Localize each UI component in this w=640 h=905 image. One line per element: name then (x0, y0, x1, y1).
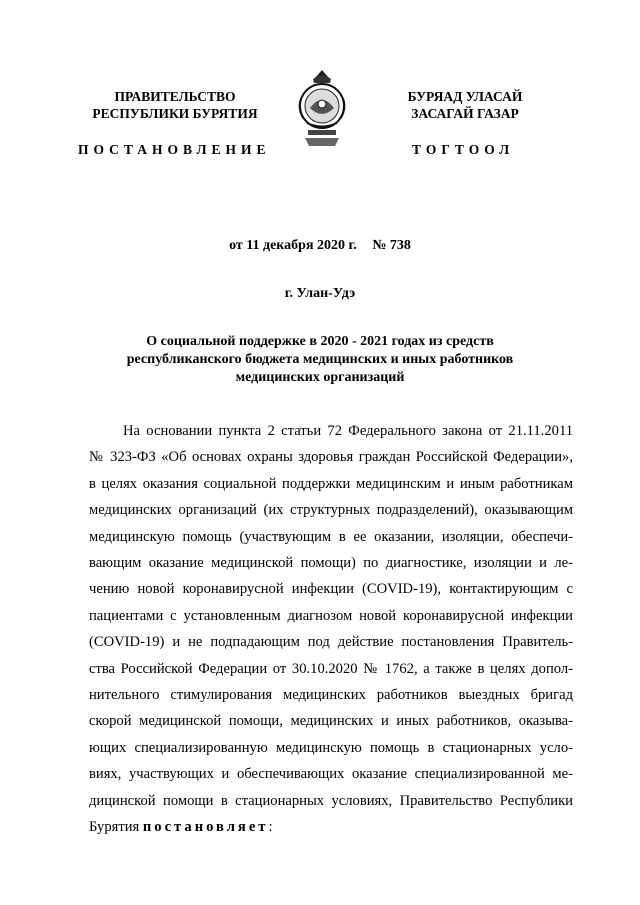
body-line: (COVID-19) и не подпадающим под действие постановления Правитель- (89, 634, 573, 651)
coat-of-arms-buryatia-icon (293, 68, 351, 150)
body-line: в целях оказания социальной поддержки медицинским и иным работникам (89, 475, 573, 492)
doc-kind-buryat: ТОГТООЛ (412, 142, 515, 157)
title-line: медицинских организаций (235, 370, 405, 385)
body-line: медицинских организаций (их структурных подразделений), оказывающим (89, 502, 573, 519)
issuer-buryat-line1: БУРЯАД УЛАСАЙ (407, 89, 523, 104)
body-line: виях, участвующих и обеспечивающих оказание специализированной ме- (89, 766, 573, 783)
body-line: № 323-ФЗ «Об основах охраны здоровья граждан Российской Федерации», (89, 449, 573, 466)
title-line: О социальной поддержке в 2020 - 2021 годах из средств (146, 334, 494, 349)
issuer-russian (80, 88, 270, 122)
body-line: дицинской помощи в стационарных условиях, Правительство Республики (89, 792, 573, 809)
body-line: ства Российской Федерации от 30.10.2020 № 1762, а также в целях допол- (89, 660, 573, 677)
body-last-line-prefix: Бурятия (89, 819, 143, 836)
document-city: г. Улан-Удэ (284, 286, 356, 301)
body-line: нительного стимулирования медицинских работников выездных бригад (89, 687, 573, 704)
body-line: медицинскую помощь (участвующим в ее оказании, изоляции, обеспечи- (89, 528, 573, 545)
document-title (110, 333, 530, 387)
doc-kind-russian: ПОСТАНОВЛЕНИЕ (78, 142, 271, 157)
issuer-russian-line2: РЕСПУБЛИКИ БУРЯТИЯ (92, 106, 258, 121)
date-number-line (0, 238, 640, 254)
document-body (89, 418, 573, 841)
body-line: ющих специализированную медицинскую помощь в стационарных усло- (89, 739, 573, 756)
issuer-buryat-line2: ЗАСАГАЙ ГАЗАР (411, 106, 519, 121)
document-number: № 738 (372, 238, 411, 253)
body-line: чению новой коронавирусной инфекции (COVID-19), контактирующим с (89, 581, 573, 598)
resolution-verb: постановляет (142, 819, 269, 836)
body-line: На основании пункта 2 статьи 72 Федерального закона от 21.11.2011 (123, 423, 573, 439)
body-last-line-suffix: : (268, 819, 273, 836)
issuer-russian-line1: ПРАВИТЕЛЬСТВО (114, 89, 236, 104)
body-line: пациентами с установленным диагнозом новой коронавирусной инфекции (89, 607, 573, 624)
issuer-buryat (370, 88, 560, 122)
body-line: скорой медицинской помощи, медицинских и иных работников, оказыва- (89, 713, 573, 730)
document-date: от 11 декабря 2020 г. (229, 238, 357, 253)
title-line: республиканского бюджета медицинских и иных работников (126, 352, 514, 367)
body-line: вающим оказание медицинской помощи) по диагностике, изоляции и ле- (89, 555, 573, 572)
body-last-line (89, 814, 573, 840)
